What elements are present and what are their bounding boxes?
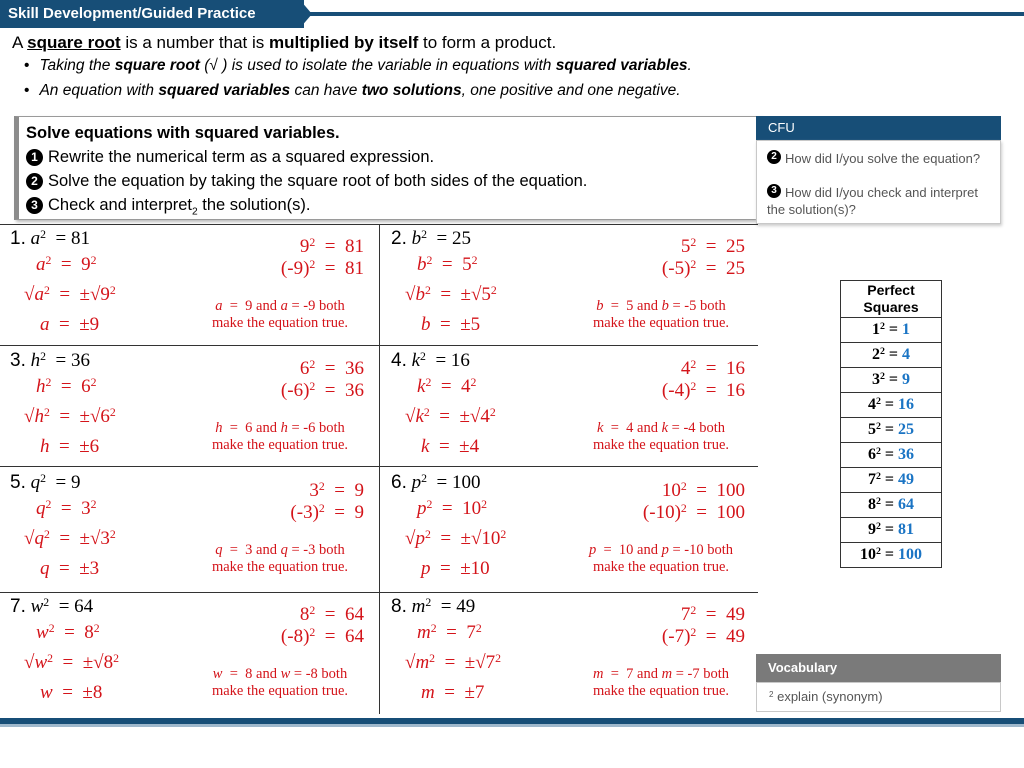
step-rewrite: $p^2 = 10^2$ bbox=[417, 497, 487, 519]
problem-equation: 2. $b^2 = 25$ bbox=[391, 227, 471, 249]
perfect-square-row: $9^2 = 81$ bbox=[841, 518, 942, 543]
check-positive: $5^2 = 25$ bbox=[680, 235, 745, 257]
page-title: Skill Development/Guided Practice bbox=[8, 5, 256, 22]
header-rule bbox=[300, 12, 1024, 16]
perfect-squares-table bbox=[840, 280, 942, 568]
step-rewrite: $k^2 = 4^2$ bbox=[417, 375, 477, 397]
step-sqrt: $√k^2 = \pm√4^2$ bbox=[405, 405, 496, 427]
step-sqrt: $√b^2 = \pm√5^2$ bbox=[405, 283, 497, 305]
step-rewrite: $w^2 = 8^2$ bbox=[36, 621, 100, 643]
check-negative: $(-8)^2 = 64$ bbox=[280, 625, 364, 647]
bullet-1: • Taking the square root (√ ) is used to isolate the variable in equations with squared variables. bbox=[24, 57, 692, 74]
problem-equation: 6. $p^2 = 100$ bbox=[391, 471, 481, 493]
steps-title: Solve equations with squared variables. bbox=[26, 124, 340, 142]
perfect-square-row: $3^2 = 9$ bbox=[841, 368, 942, 393]
definition-line bbox=[12, 33, 556, 53]
cfu-question-3: 3 How did I/you check and interpret the solution(s)? bbox=[767, 185, 978, 217]
interpretation-note: b = 5 and b = -5 both make the equation true. bbox=[592, 298, 730, 331]
def-bold: multiplied by itself bbox=[269, 33, 419, 52]
step-sqrt: $√q^2 = \pm√3^2$ bbox=[24, 527, 116, 549]
check-positive: $4^2 = 16$ bbox=[680, 357, 745, 379]
step-3-badge: 3 bbox=[26, 197, 43, 214]
bullet-2: • An equation with squared variables can have two solutions, one positive and one negative. bbox=[24, 82, 681, 99]
vocabulary-header: Vocabulary bbox=[756, 654, 1001, 682]
step-sqrt: $√p^2 = \pm√10^2$ bbox=[405, 527, 507, 549]
step-rewrite: $h^2 = 6^2$ bbox=[36, 375, 97, 397]
problem-equation: 4. $k^2 = 16$ bbox=[391, 349, 470, 371]
footer-bar-accent bbox=[0, 724, 1024, 727]
check-positive: $6^2 = 36$ bbox=[299, 357, 364, 379]
interpretation-note: q = 3 and q = -3 both make the equation true. bbox=[211, 542, 349, 575]
perfect-square-row: $5^2 = 25$ bbox=[841, 418, 942, 443]
interpretation-note: w = 8 and w = -8 both make the equation true. bbox=[211, 666, 349, 699]
problem-cell bbox=[381, 596, 757, 714]
perfect-square-row: $4^2 = 16$ bbox=[841, 393, 942, 418]
step-solution: w = ±8 bbox=[40, 682, 103, 703]
def-text-c: to form a product. bbox=[418, 33, 557, 52]
step-2: 2 Solve the equation by taking the square root of both sides of the equation. bbox=[26, 172, 587, 191]
step-sqrt: $√m^2 = \pm√7^2$ bbox=[405, 651, 502, 673]
problem-cell bbox=[0, 350, 376, 468]
step-solution: k = ±4 bbox=[421, 436, 480, 457]
perfect-squares-title: Perfect Squares bbox=[841, 281, 942, 318]
step-rewrite: $b^2 = 5^2$ bbox=[417, 253, 478, 275]
problem-cell bbox=[0, 596, 376, 714]
perfect-square-row: $1^2 = 1$ bbox=[841, 318, 942, 343]
cfu-header: CFU bbox=[756, 116, 1001, 140]
step-solution: m = ±7 bbox=[421, 682, 485, 703]
check-negative: $(-7)^2 = 49$ bbox=[661, 625, 745, 647]
cfu-question-2: 2 How did I/you solve the equation? bbox=[767, 150, 987, 167]
header-banner-arrow bbox=[300, 0, 312, 28]
step-solution: b = ±5 bbox=[421, 314, 481, 335]
step-3: 3 Check and interpret$_2$ the solution(s). bbox=[26, 196, 311, 217]
step-sqrt: $√w^2 = \pm√8^2$ bbox=[24, 651, 119, 673]
check-positive: $9^2 = 81$ bbox=[299, 235, 364, 257]
problem-cell bbox=[381, 350, 757, 468]
check-positive: $3^2 = 9$ bbox=[309, 479, 364, 501]
interpretation-note: m = 7 and m = -7 both make the equation true. bbox=[592, 666, 730, 699]
problem-equation: 5. $q^2 = 9$ bbox=[10, 471, 81, 493]
problem-cell bbox=[0, 228, 376, 346]
check-negative: $(-3)^2 = 9$ bbox=[290, 501, 364, 523]
interpretation-note: h = 6 and h = -6 both make the equation true. bbox=[211, 420, 349, 453]
step-rewrite: $m^2 = 7^2$ bbox=[417, 621, 482, 643]
perfect-square-row: $10^2 = 100$ bbox=[841, 543, 942, 568]
problem-cell bbox=[0, 472, 376, 590]
step-2-badge: 2 bbox=[26, 173, 43, 190]
step-1: 1 Rewrite the numerical term as a squared expression. bbox=[26, 148, 434, 167]
vocabulary-entry: $^2$ explain (synonym) bbox=[756, 682, 1001, 712]
problem-cell bbox=[381, 472, 757, 590]
step-sqrt: $√a^2 = \pm√9^2$ bbox=[24, 283, 116, 305]
step-solution: q = ±3 bbox=[40, 558, 100, 579]
step-solution: a = ±9 bbox=[40, 314, 100, 335]
def-text-a: A bbox=[12, 33, 28, 52]
interpretation-note: k = 4 and k = -4 both make the equation true. bbox=[592, 420, 730, 453]
check-negative: $(-5)^2 = 25$ bbox=[661, 257, 745, 279]
problem-cell bbox=[381, 228, 757, 346]
check-positive: $8^2 = 64$ bbox=[299, 603, 364, 625]
perfect-square-row: $6^2 = 36$ bbox=[841, 443, 942, 468]
step-rewrite: $a^2 = 9^2$ bbox=[36, 253, 97, 275]
check-negative: $(-10)^2 = 100$ bbox=[642, 501, 745, 523]
problem-equation: 7. $w^2 = 64$ bbox=[10, 595, 94, 617]
check-negative: $(-9)^2 = 81$ bbox=[280, 257, 364, 279]
step-rewrite: $q^2 = 3^2$ bbox=[36, 497, 97, 519]
step-1-badge: 1 bbox=[26, 149, 43, 166]
def-text-b: is a number that is bbox=[120, 33, 269, 52]
check-negative: $(-6)^2 = 36$ bbox=[280, 379, 364, 401]
check-negative: $(-4)^2 = 16$ bbox=[661, 379, 745, 401]
perfect-square-row: $2^2 = 4$ bbox=[841, 343, 942, 368]
interpretation-note: p = 10 and p = -10 both make the equation true. bbox=[588, 542, 734, 575]
problem-equation: 8. $m^2 = 49$ bbox=[391, 595, 476, 617]
def-term: square root bbox=[27, 33, 121, 52]
problem-equation: 3. $h^2 = 36$ bbox=[10, 349, 90, 371]
check-positive: $10^2 = 100$ bbox=[661, 479, 745, 501]
problem-equation: 1. $a^2 = 81$ bbox=[10, 227, 90, 249]
check-positive: $7^2 = 49$ bbox=[680, 603, 745, 625]
step-solution: p = ±10 bbox=[421, 558, 490, 579]
step-sqrt: $√h^2 = \pm√6^2$ bbox=[24, 405, 116, 427]
perfect-square-row: $8^2 = 64$ bbox=[841, 493, 942, 518]
interpretation-note: a = 9 and a = -9 both make the equation true. bbox=[211, 298, 349, 331]
perfect-square-row: $7^2 = 49$ bbox=[841, 468, 942, 493]
step-solution: h = ±6 bbox=[40, 436, 100, 457]
